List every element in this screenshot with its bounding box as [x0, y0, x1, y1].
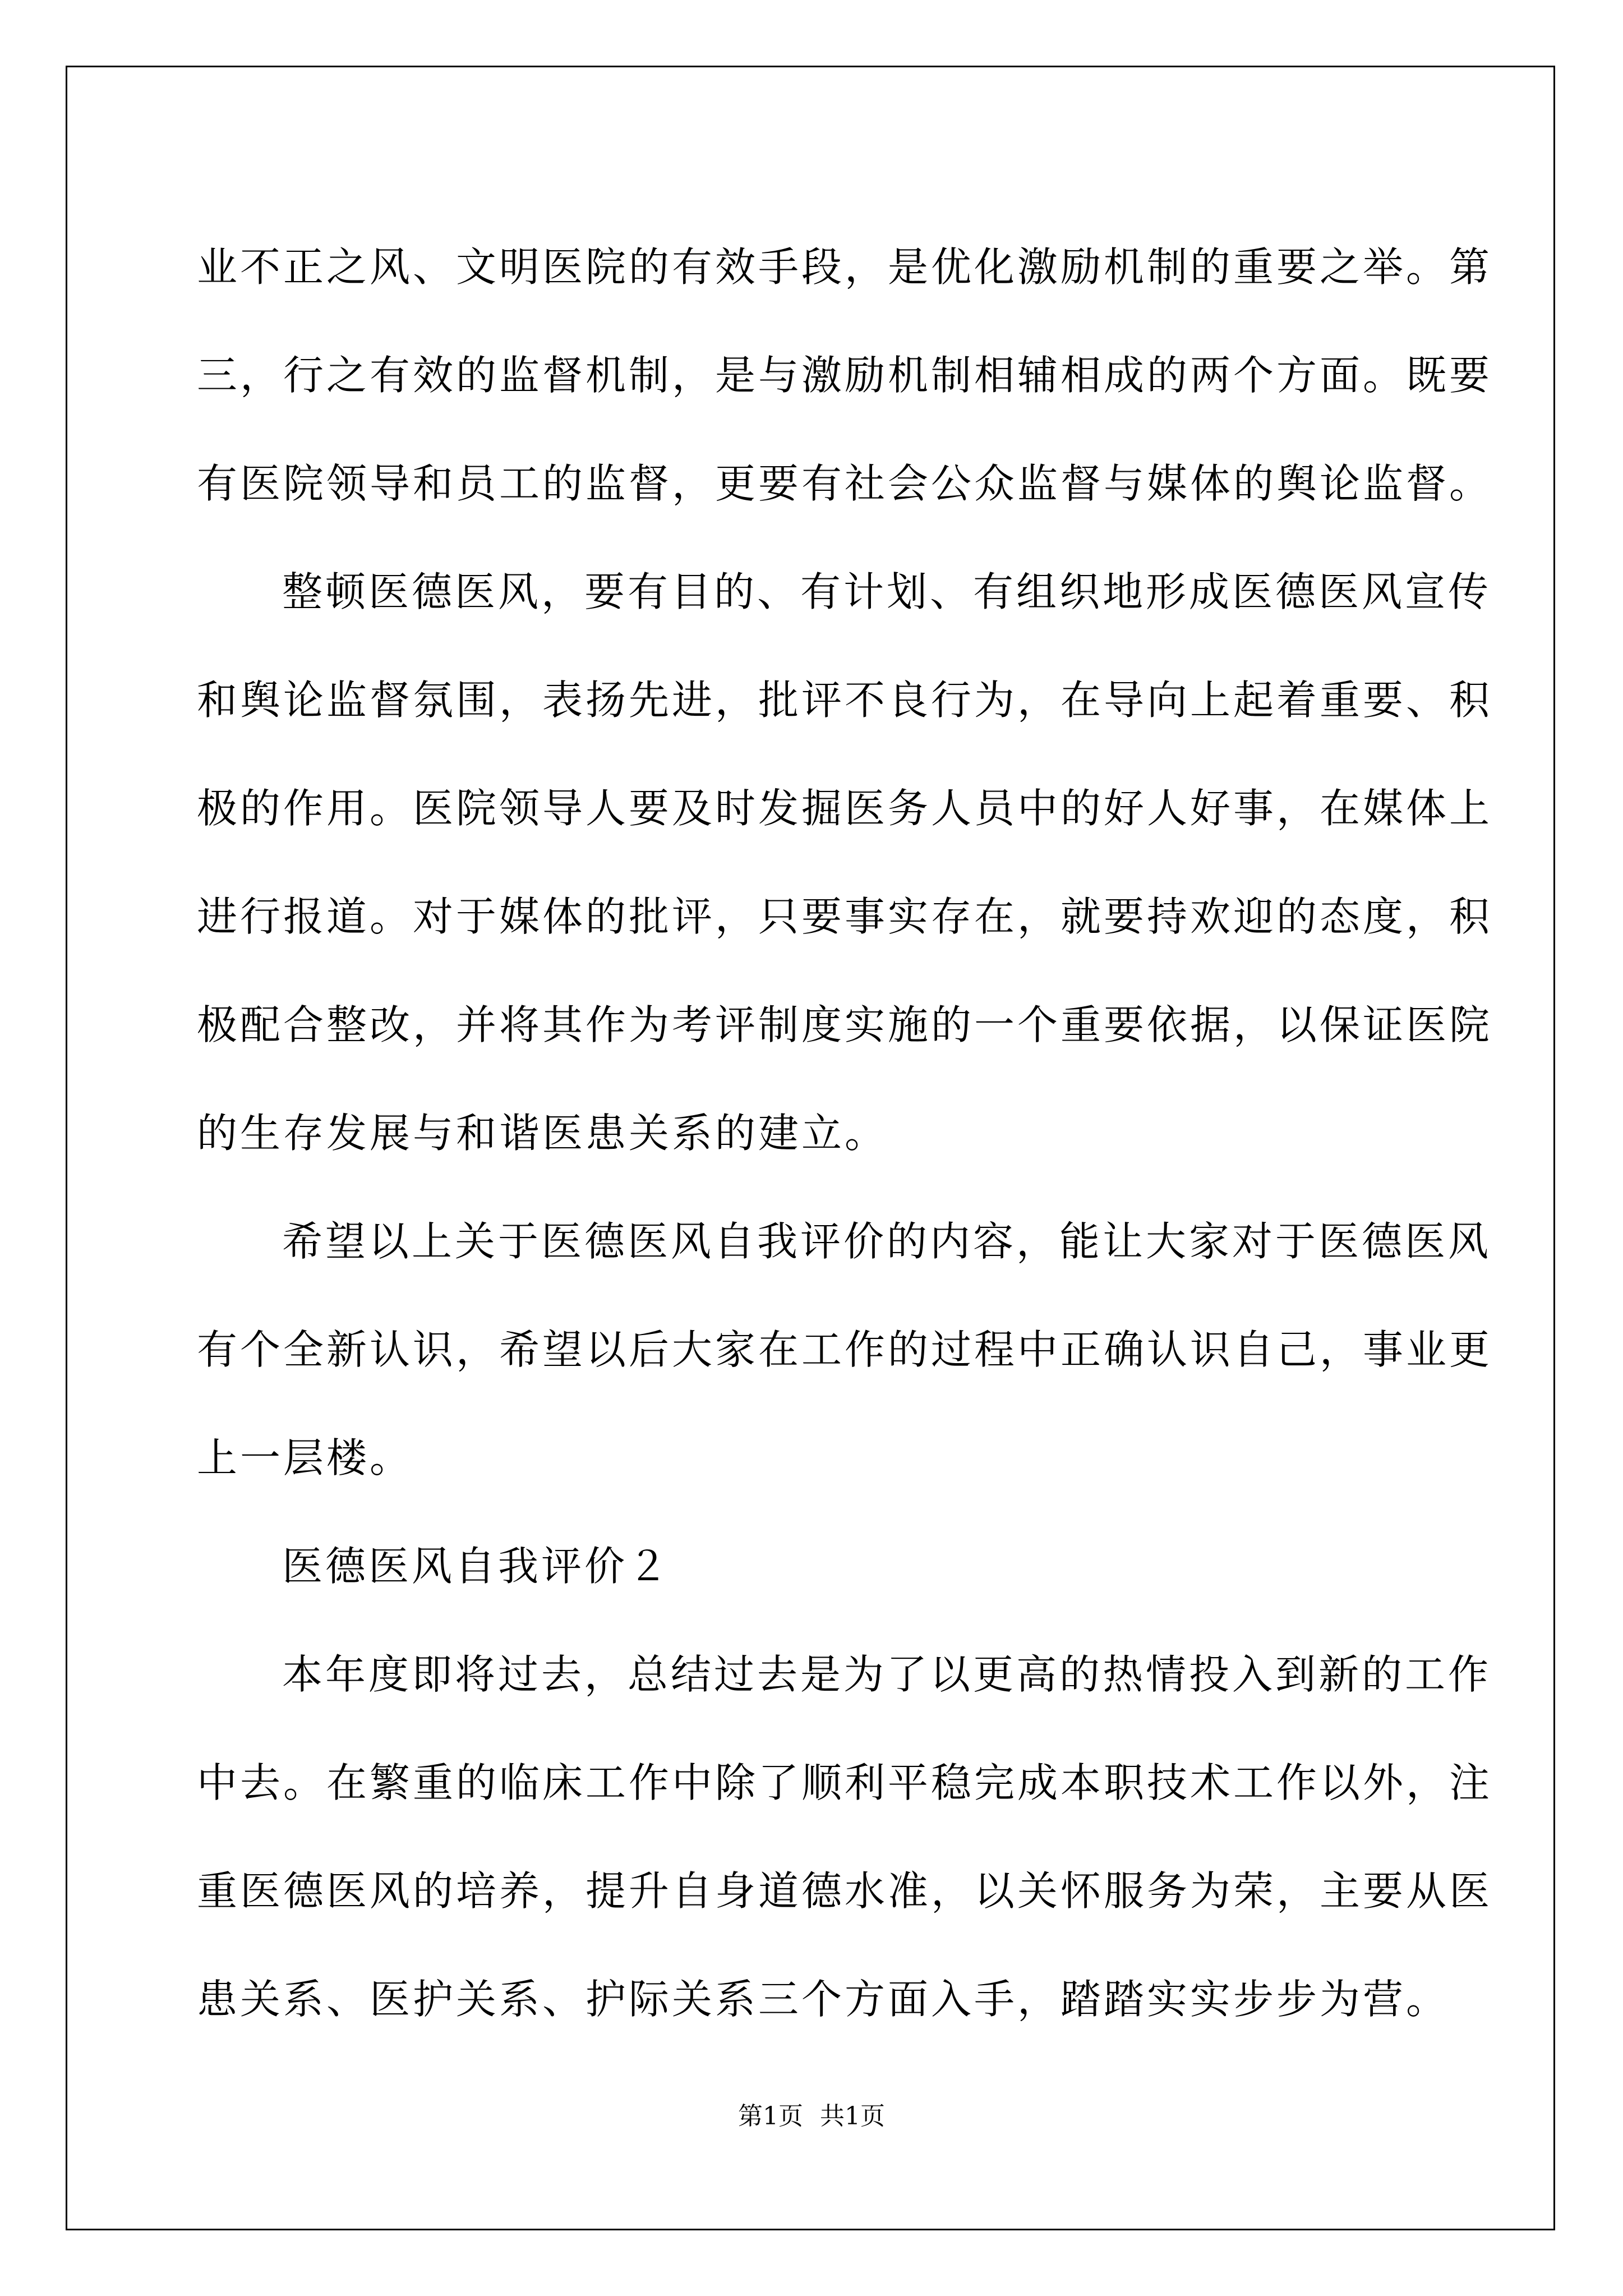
- text-line: 有个全新认识，希望以后大家在工作的过程中正确认识自己，事业更: [197, 1326, 1493, 1373]
- text-line: 中去。在繁重的临床工作中除了顺利平稳完成本职技术工作以外，注: [197, 1759, 1493, 1806]
- text-line: 患关系、医护关系、护际关系三个方面入手，踏踏实实步步为营。: [197, 1976, 1450, 2023]
- paragraph-first-line: 整顿医德医风，要有目的、有计划、有组织地形成医德医风宣传: [282, 568, 1492, 615]
- page-footer: [0, 2100, 1623, 2133]
- text-line: 的生存发展与和谐医患关系的建立。: [197, 1110, 888, 1157]
- text-line: 进行报道。对于媒体的批评，只要事实存在，就要持欢迎的态度，积: [197, 893, 1493, 940]
- page-number: 第1页: [738, 2102, 803, 2131]
- text-line: 有医院领导和员工的监督，更要有社会公众监督与媒体的舆论监督。: [197, 460, 1493, 507]
- text-line: 重医德医风的培养，提升自身道德水准，以关怀服务为荣，主要从医: [197, 1867, 1493, 1915]
- text-line: 和舆论监督氛围，表扬先进，批评不良行为，在导向上起着重要、积: [197, 677, 1493, 724]
- text-line: 极配合整改，并将其作为考评制度实施的一个重要依据，以保证医院: [197, 1001, 1493, 1048]
- text-line: 三，行之有效的监督机制，是与激励机制相辅相成的两个方面。既要: [197, 352, 1493, 399]
- paragraph-first-line: 希望以上关于医德医风自我评价的内容，能让大家对于医德医风: [282, 1218, 1492, 1265]
- text-line: 极的作用。医院领导人要及时发掘医务人员中的好人好事，在媒体上: [197, 785, 1493, 832]
- section-heading: 医德医风自我评价２: [282, 1543, 671, 1590]
- document-body: [197, 213, 1493, 2054]
- text-line: 业不正之风、文明医院的有效手段，是优化激励机制的重要之举。第: [197, 243, 1493, 291]
- total-pages: 共1页: [820, 2102, 885, 2131]
- paragraph-first-line: 本年度即将过去，总结过去是为了以更高的热情投入到新的工作: [282, 1651, 1492, 1698]
- text-line: 上一层楼。: [197, 1434, 413, 1481]
